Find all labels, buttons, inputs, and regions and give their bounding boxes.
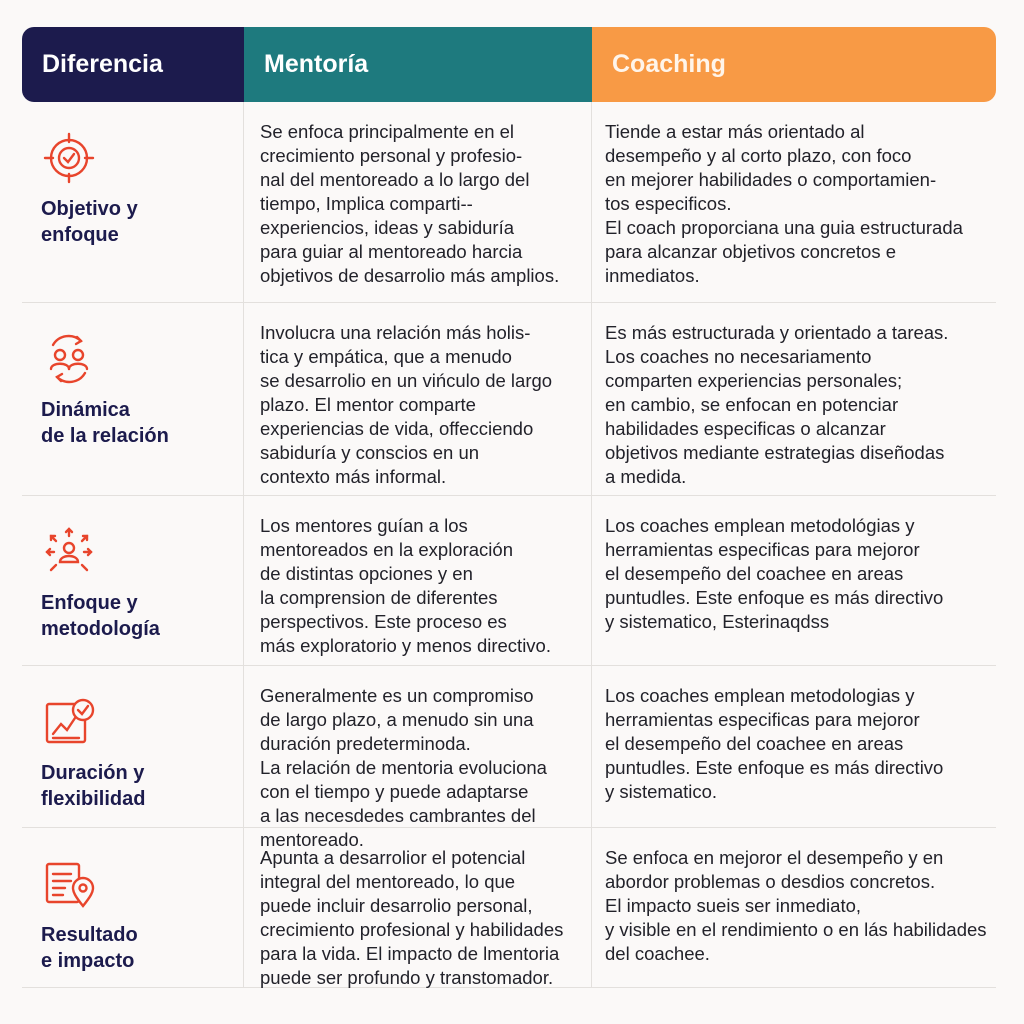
people-relationship-icon (41, 331, 97, 387)
mentoria-text: Los mentores guían a los mentoreados en la exploración de distintas opciones y en la comprension de diferentes perspectivos. Este proceso es más exploratorio y menos directivo. (260, 515, 551, 656)
chart-clock-icon (41, 694, 97, 750)
header-diferencia: Diferencia (22, 27, 244, 102)
coaching-cell (592, 303, 996, 495)
row-label: Objetivo y enfoque (41, 198, 138, 246)
mentoria-text: Se enfoca principalmente en el crecimiento personal y profesio- nal del mentoreado a lo largo del tiempo, Implica comparti-- experiencios, ideas y sabiduría para guiar al mentoreado harcia objetivos de desarrolio más amplios. (260, 121, 560, 286)
coaching-cell (592, 828, 996, 987)
mentoria-cell (244, 102, 592, 302)
document-pin-icon (41, 856, 97, 912)
coaching-text: Se enfoca en mejoror el desempeño y en abordor problemas o desdios concretos. El impacto sueis ser inmediato, y visible en el rendimiento o en lás habilidades del coachee. (605, 847, 987, 964)
mentoria-cell (244, 666, 592, 850)
header-coaching: Coaching (592, 27, 996, 102)
row-label: Enfoque y metodología (41, 592, 160, 640)
row-label-cell (22, 102, 244, 302)
header-mentoria: Mentoría (244, 27, 592, 102)
coaching-cell (592, 666, 996, 827)
row-label-cell (22, 828, 244, 987)
mentoria-text: Generalmente es un compromiso de largo plazo, a menudo sin una duración predeterminoda. La relación de mentoria evoluciona con el tiempo y puede adaptarse a las necesdedes cambrantes del mentoreado. (260, 685, 547, 850)
row-label: Duración y flexibilidad (41, 762, 146, 810)
target-icon (41, 130, 97, 186)
mentoria-text: Involucra una relación más holis- tica y empática, que a menudo se desarrolio en un vińculo de largo plazo. El mentor comparte experiencias de vida, offecciendo sabiduría y conscios en un contexto más informal. (260, 322, 553, 487)
row-label: Dinámica de la relación (41, 399, 169, 447)
row-label-cell (22, 303, 244, 495)
methodology-icon (41, 524, 97, 580)
row-label-cell (22, 666, 244, 827)
coaching-cell (592, 102, 996, 302)
table-row (22, 496, 996, 666)
mentoria-text: Apunta a desarrolior el potencial integral del mentoreado, lo que puede incluir desarrolio personal, crecimiento profesional y habilidades para la vida. El impacto de lmentoria puede ser profundo y transtomador. (260, 847, 564, 988)
mentoria-cell (244, 303, 592, 495)
row-label-cell (22, 496, 244, 665)
coaching-text: Los coaches emplean metodologias y herramientas especificas para mejoror el desempeño del coachee en areas puntudles. Este enfoque es más directivo y sistematico. (605, 685, 944, 802)
coaching-text: Es más estructurada y orientado a tareas. Los coaches no necesariamento comparten experiencias personales; en cambio, se enfocan en potenciar habilidades especificas o alcanzar objetivos mediante estrategias diseñodas a medida. (605, 322, 949, 487)
mentoria-cell (244, 496, 592, 665)
coaching-cell (592, 496, 996, 665)
row-label: Resultado e impacto (41, 924, 138, 972)
table-row (22, 666, 996, 850)
table-row (22, 102, 996, 303)
table-header (22, 27, 996, 102)
mentoria-cell (244, 828, 592, 987)
table-row (22, 828, 996, 988)
coaching-text: Tiende a estar más orientado al desempeño y al corto plazo, con foco en mejorer habilidades o comportamien- tos especificos. El coach proporciana una guia estructurada para alcanzar objetivos concretos e inmediatos. (605, 121, 963, 286)
table-row (22, 303, 996, 496)
comparison-table (22, 27, 996, 988)
coaching-text: Los coaches emplean metodológias y herramientas especificas para mejoror el desempeño del coachee en areas puntudles. Este enfoque es más directivo y sistematico, Esterinaqdss (605, 515, 944, 632)
